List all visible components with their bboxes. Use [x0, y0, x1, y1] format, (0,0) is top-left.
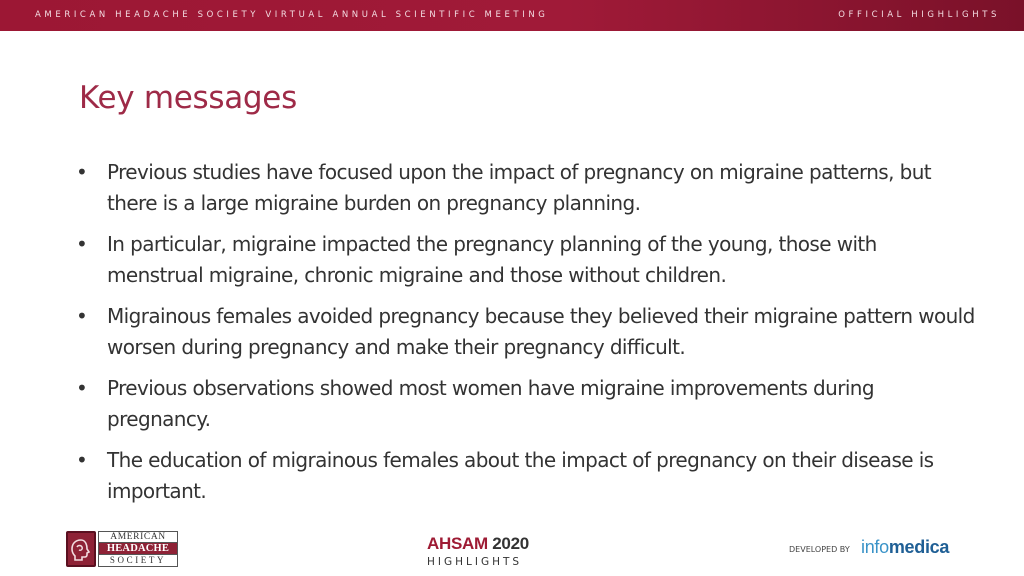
ahsam-2020-logo — [427, 535, 547, 568]
bullet-icon: • — [76, 304, 88, 328]
ahs-line-american: AMERICAN — [99, 532, 177, 543]
ahs-wordmark — [98, 531, 178, 567]
ahsam-highlights-label: HIGHLIGHTS — [427, 556, 523, 568]
bullet-text: The education of migrainous females about the impact of pregnancy on their disease is important. — [107, 448, 934, 503]
bullet-item — [76, 157, 976, 219]
ahsam-year: 2020 — [492, 534, 529, 553]
ahsam-brand: AHSAM — [427, 534, 488, 553]
official-highlights-label: OFFICIAL HIGHLIGHTS — [838, 10, 1000, 20]
bullet-item — [76, 301, 976, 363]
key-messages-list — [76, 157, 976, 517]
bullet-icon: • — [76, 376, 88, 400]
bullet-item — [76, 373, 976, 435]
bullet-item — [76, 229, 976, 291]
meeting-name: AMERICAN HEADACHE SOCIETY VIRTUAL ANNUAL SCIENTIFIC MEETING — [35, 10, 549, 20]
infomedica-logo — [861, 537, 949, 557]
developed-by-label: DEVELOPED BY — [789, 545, 850, 554]
bullet-icon: • — [76, 160, 88, 184]
bullet-text: Previous observations showed most women have migraine improvements during pregnancy. — [107, 376, 874, 431]
american-headache-society-logo — [66, 531, 178, 567]
ahs-line-society: SOCIETY — [99, 554, 177, 565]
footer — [0, 520, 1024, 576]
header-bar — [0, 0, 1024, 31]
bullet-icon: • — [76, 448, 88, 472]
bullet-text: Migrainous females avoided pregnancy because they believed their migraine pattern would worsen during pregnancy and make their pregnancy difficult. — [107, 304, 975, 359]
bullet-icon: • — [76, 232, 88, 256]
bullet-text: Previous studies have focused upon the impact of pregnancy on migraine patterns, but there is a large migraine burden on pregnancy planning. — [107, 160, 932, 215]
bullet-item — [76, 445, 976, 507]
bullet-text: In particular, migraine impacted the pregnancy planning of the young, those with menstrual migraine, chronic migraine and those without children. — [107, 232, 877, 287]
ahs-line-headache: HEADACHE — [99, 543, 177, 554]
head-profile-icon — [66, 531, 96, 567]
slide-title: Key messages — [79, 80, 297, 116]
infomedica-medica: medica — [888, 537, 950, 557]
infomedica-info: info — [861, 537, 889, 557]
